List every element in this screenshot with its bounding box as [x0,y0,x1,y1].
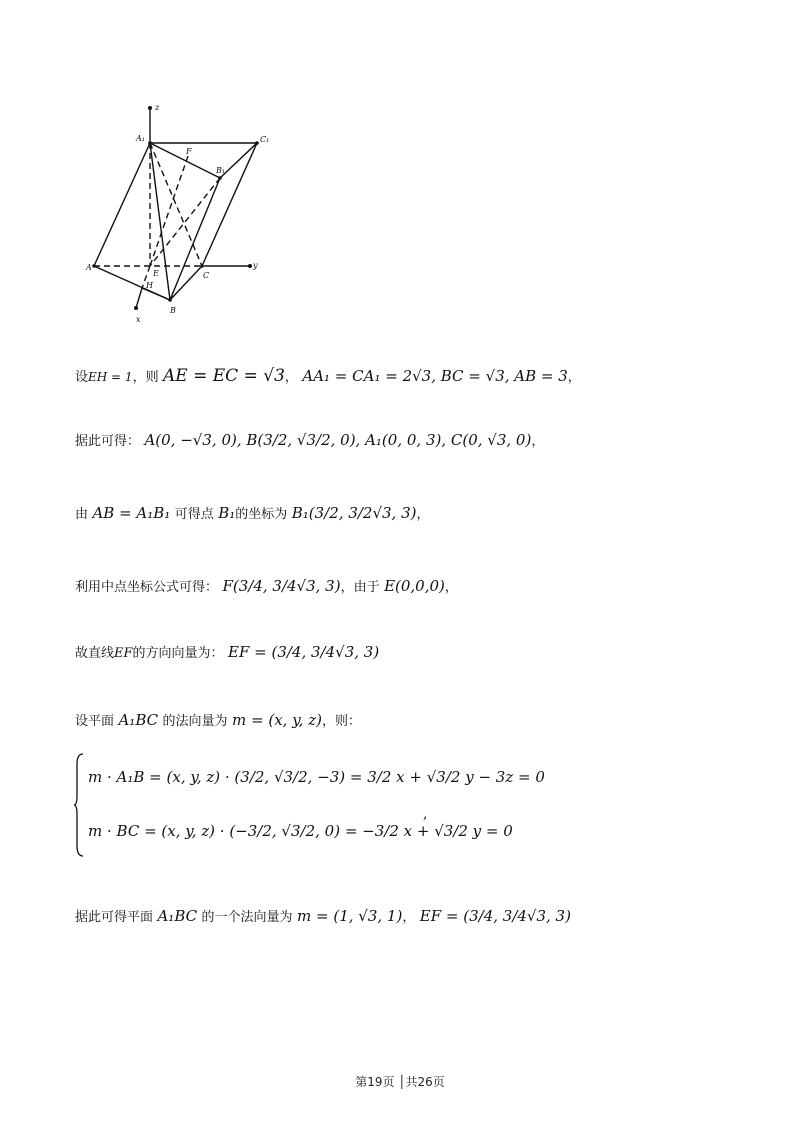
line2-expr: A(0, −√3, 0), B(3/2, √3/2, 0), A₁(0, 0, 3), C(0, √3, 0) [144,431,532,449]
text-line-4 [75,576,458,595]
line3-end: ， [416,507,430,522]
label-y: y [253,261,258,270]
text-line-1 [75,366,581,386]
label-C: C [203,271,210,280]
line1-eq2: AA₁ = CA₁ = 2√3 [302,367,432,385]
line7-expr2: EF = (3/4, 3/4√3, 3) [419,907,571,925]
line5-name: EF [114,646,133,661]
text-line-2 [75,430,544,449]
line5-prefix: 故直线 [75,646,115,661]
line7-expr: m = (1, √3, 1) [297,907,403,925]
line1-eq3: , BC = √3, AB = 3 [431,367,568,385]
line6-expr: m = (x, y, z) [232,711,322,729]
line3-point: B₁ [218,504,236,522]
system-row1-expr: m · A₁B = (x, y, z) · (3/2, √3/2, −3) = 3/2 x + √3/2 y − 3z = 0 [88,768,545,786]
system-row2-expr: m · BC = (x, y, z) · (−3/2, √3/2, 0) = −3/2 x + √3/2 y = 0 [88,822,513,840]
line7-prefix: 据此可得平面 [75,910,154,925]
line4-mid: ，由于 [340,580,380,595]
label-C1: C₁ [260,135,270,144]
line3-mid: 可得点 [174,507,214,522]
line5-mid: 的方向向量为： [132,646,224,661]
line1-prefix: 设 [75,370,89,385]
label-B: B [170,306,176,315]
label-z: z [155,103,160,112]
label-E: E [153,269,159,278]
line6-prefix: 设平面 [75,714,115,729]
system-brace [74,752,84,858]
label-A1: A₁ [136,134,145,143]
system-row-2 [88,822,513,840]
system-row-1 [88,768,545,786]
label-F: F [186,147,192,156]
label-x: x [136,315,141,324]
line3-expr: B₁(3/2, 3/2√3, 3) [291,504,417,522]
line3-vec-eq: AB = A₁B₁ [92,504,171,522]
line3-prefix: 由 [75,507,89,522]
line2-end: ， [531,434,545,449]
line1-cond: EH = 1 [88,370,133,384]
line3-mid2: 的坐标为 [235,507,288,522]
line6-end: ，则： [321,714,361,729]
line1-end: ， [567,370,581,385]
line2-prefix: 据此可得： [75,434,141,449]
line4-expr: F(3/4, 3/4√3, 3) [222,577,341,595]
line4-expr2: E(0,0,0) [384,577,445,595]
line6-mid: 的法向量为 [162,714,228,729]
line7-mid: 的一个法向量为 [201,910,293,925]
system-end: , [423,806,428,822]
label-A: A [86,263,92,272]
line1-then: ，则 [132,370,159,385]
line7-sep: ， [402,910,416,925]
text-line-7 [75,906,571,925]
text-line-6 [75,710,361,729]
line6-plane: A₁BC [118,711,159,729]
line4-prefix: 利用中点坐标公式可得： [75,580,219,595]
geometry-figure [80,98,280,328]
line1-sep: ， [284,370,298,385]
page-footer: 第19页 │共26页 [355,1075,445,1089]
text-line-3 [75,503,430,522]
line1-eq1: AE = EC = √3 [163,366,285,386]
line4-end: ， [444,580,458,595]
label-B1: B₁ [216,166,226,175]
text-line-5 [75,642,379,661]
line7-plane: A₁BC [157,907,198,925]
label-H: H [146,281,153,290]
line5-expr: EF = (3/4, 3/4√3, 3) [228,643,380,661]
